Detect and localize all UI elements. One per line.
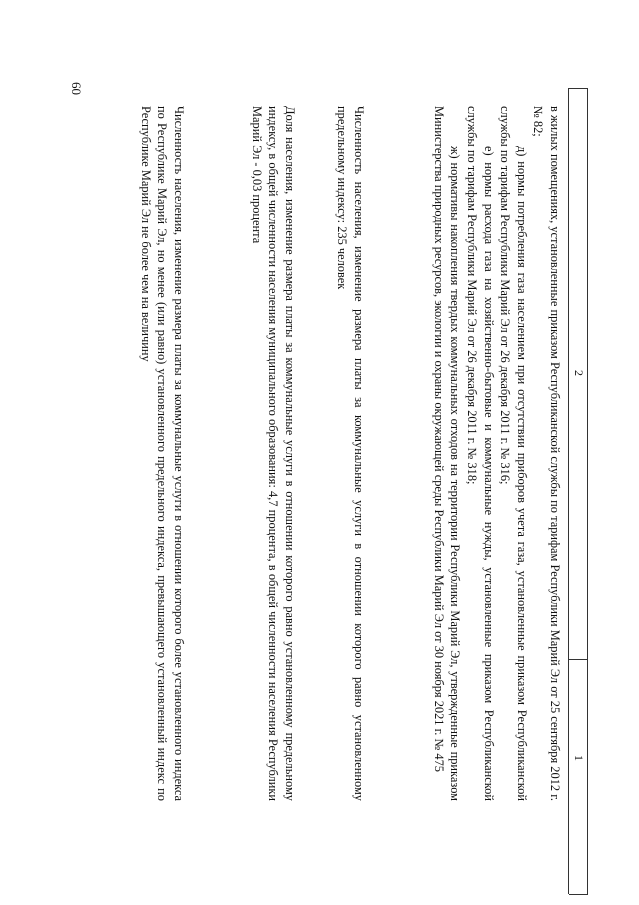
cell-share-population: Доля населения, изменение размера платы за коммунальные услуги в отношении которого равно установленному предельному индексу, в общей численности населения муниципального образования: 4,7 процента, в общей численности населения Республики Марий Эл - 0,03 процента — [249, 106, 297, 801]
column-separator-left — [569, 894, 588, 895]
norm-item-solid-waste: ж) нормативы накопления твердых коммунальных отходов на территории Республики Марий Эл, утвержденные приказом Министерства природных ресурсов, экологии и охраны окружающей среды Республики Марий Эл от 30 ноября 2021 г. № 475 — [431, 106, 463, 801]
table — [117, 88, 596, 894]
table-rule-top — [587, 88, 588, 894]
table-rule-header — [568, 88, 569, 894]
cell-population-above-index: Численность населения, изменение размера платы за коммунальные услуги в отношении которого более установленного индекса по Республике Марий Эл, но менее (или равно) установленного предельного индекса, превышающего установленный индекс по Республике Марий Эл не более чем на величину — [138, 106, 186, 801]
column-separator-middle — [569, 659, 588, 660]
cell-norms-list — [430, 106, 563, 801]
rotated-sheet — [117, 88, 596, 894]
page-number: 60 — [69, 82, 84, 95]
header-col-2: 2 — [572, 370, 586, 376]
cell-population-equal-index: Численность населения, изменение размера платы за коммунальные услуги в отношении которого равно установленному предельному индексу: 235 человек — [335, 106, 366, 801]
norm-item-gas-household: е) нормы расхода газа на хозяйственно-бытовые и коммунальные нужды, установленные приказом Республиканской службы по тарифам Республики Марий Эл от 26 декабря 2011 г. № 318; — [465, 106, 496, 801]
norm-item-gas-consumption: д) нормы потребления газа населением при отсутствии приборов учета газа, установленные приказом Республиканской службы по тарифам Республики Марий Эл от 26 декабря 2011 г. № 316; — [498, 106, 529, 801]
header-col-1: 1 — [572, 755, 586, 761]
column-separator-right — [569, 88, 588, 89]
norm-item-housing: в жилых помещениях, установленные приказом Республиканской службы по тарифам Республики Марий Эл от 25 сентября 2012 г. № 82; — [531, 106, 562, 801]
